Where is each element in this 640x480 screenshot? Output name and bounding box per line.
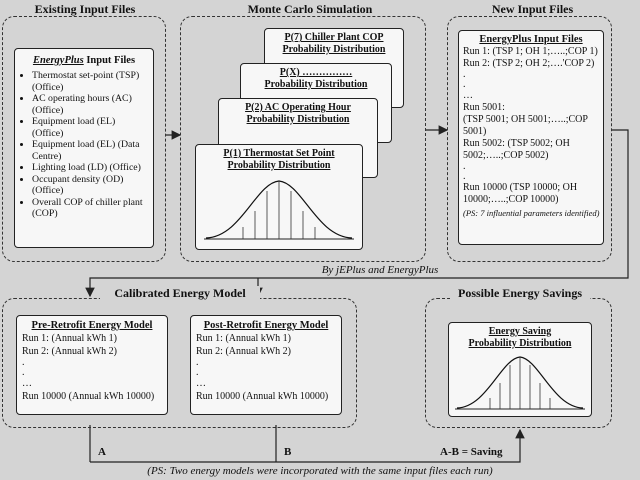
- pre-retrofit-box: [16, 315, 168, 415]
- run-line: 10000;…..;COP 10000): [463, 194, 559, 205]
- run-line: .: [196, 357, 199, 368]
- list-item: • Thermostat set-point (TSP) (Office): [32, 70, 148, 93]
- existing-input-box-title: [20, 55, 148, 67]
- saving-card-subtitle: Probability Distribution: [468, 338, 572, 349]
- run-line: .: [22, 367, 25, 378]
- by-jeplus-note: By jEPlus and EnergyPlus: [321, 264, 439, 276]
- new-input-note: (PS: 7 influential parameters identified): [463, 208, 600, 218]
- run-line: Run 2: (Annual kWh 2): [196, 346, 291, 357]
- run-line: Run 10000 (Annual kWh 10000): [22, 391, 155, 402]
- run-line: Run 1: (TSP 1; OH 1;…..;COP 1): [463, 46, 598, 57]
- saving-card-title: Energy Saving: [488, 326, 552, 337]
- list-item: • Lighting load (LD) (Office): [32, 162, 148, 174]
- input-files-label: Input Files: [83, 55, 136, 66]
- run-line: …: [463, 90, 473, 101]
- mc-card-subtitle: Probability Distribution: [246, 114, 350, 125]
- section-title-savings: Possible Energy Savings: [450, 286, 590, 301]
- list-item: • Overall COP of chiller plant (COP): [32, 197, 148, 220]
- mc-card-title: P(1) Thermostat Set Point: [223, 148, 335, 159]
- run-line: .: [463, 171, 466, 182]
- run-line: (TSP 5001; OH 5001;…..;COP: [463, 114, 588, 125]
- section-title-new-inputs: New Input Files: [491, 2, 574, 16]
- new-input-box: [458, 30, 604, 245]
- run-line: …: [196, 378, 206, 389]
- run-line: 5001): [463, 126, 487, 137]
- mc-card-p1: [195, 144, 363, 250]
- run-line: Run 5001:: [463, 102, 505, 113]
- label-a: A: [98, 446, 106, 458]
- section-title-monte-carlo: Monte Carlo Simulation: [247, 2, 373, 16]
- mc-card-title: P(2) AC Operating Hour: [245, 102, 351, 113]
- run-line: Run 1: (Annual kWh 1): [22, 333, 117, 344]
- mc-card-subtitle: Probability Distribution: [227, 160, 331, 171]
- energyplus-label: EnergyPlus: [32, 55, 84, 66]
- run-line: Run 5002: (TSP 5002; OH: [463, 138, 570, 149]
- run-line: .: [196, 367, 199, 378]
- run-line: Run 10000 (TSP 10000; OH: [463, 182, 578, 193]
- existing-input-list: [20, 70, 148, 220]
- run-line: …: [22, 378, 32, 389]
- pre-retrofit-title: Pre-Retrofit Energy Model: [31, 320, 153, 331]
- saving-card: [448, 322, 592, 417]
- post-retrofit-title: Post-Retrofit Energy Model: [203, 320, 329, 331]
- run-line: Run 10000 (Annual kWh 10000): [196, 391, 329, 402]
- mc-card-subtitle: Probability Distribution: [264, 79, 368, 90]
- list-item: • AC operating hours (AC) (Office): [32, 93, 148, 116]
- list-item: • Equipment load (EL) (Data Centre): [32, 139, 148, 162]
- label-b: B: [284, 446, 292, 458]
- run-line: .: [463, 161, 466, 172]
- run-line: Run 2: (TSP 2; OH 2;….'COP 2): [463, 58, 595, 69]
- bottom-note: (PS: Two energy models were incorporated with the same input files each run): [147, 465, 493, 477]
- mc-card-subtitle: Probability Distribution: [282, 44, 386, 55]
- run-line: Run 2: (Annual kWh 2): [22, 346, 117, 357]
- bell-curve-tsp: [196, 175, 362, 247]
- run-line: Run 1: (Annual kWh 1): [196, 333, 291, 344]
- section-title-existing: Existing Input Files: [34, 2, 136, 16]
- run-line: .: [22, 357, 25, 368]
- bell-curve-saving: [449, 351, 591, 415]
- list-item: • Occupant density (OD) (Office): [32, 174, 148, 197]
- section-title-calibrated: Calibrated Energy Model: [100, 286, 260, 301]
- mc-card-title: P(7) Chiller Plant COP: [284, 32, 384, 43]
- existing-input-box: [14, 48, 154, 248]
- label-saving: A-B = Saving: [440, 446, 503, 458]
- run-line: .: [463, 79, 466, 90]
- post-retrofit-box: [190, 315, 342, 415]
- run-line: 5002;…..;COP 5002): [463, 150, 549, 161]
- run-line: .: [463, 69, 466, 80]
- list-item: • Equipment load (EL) (Office): [32, 116, 148, 139]
- mc-card-title: P(X) ……………: [279, 67, 353, 78]
- new-input-box-title: EnergyPlus Input Files: [479, 34, 583, 45]
